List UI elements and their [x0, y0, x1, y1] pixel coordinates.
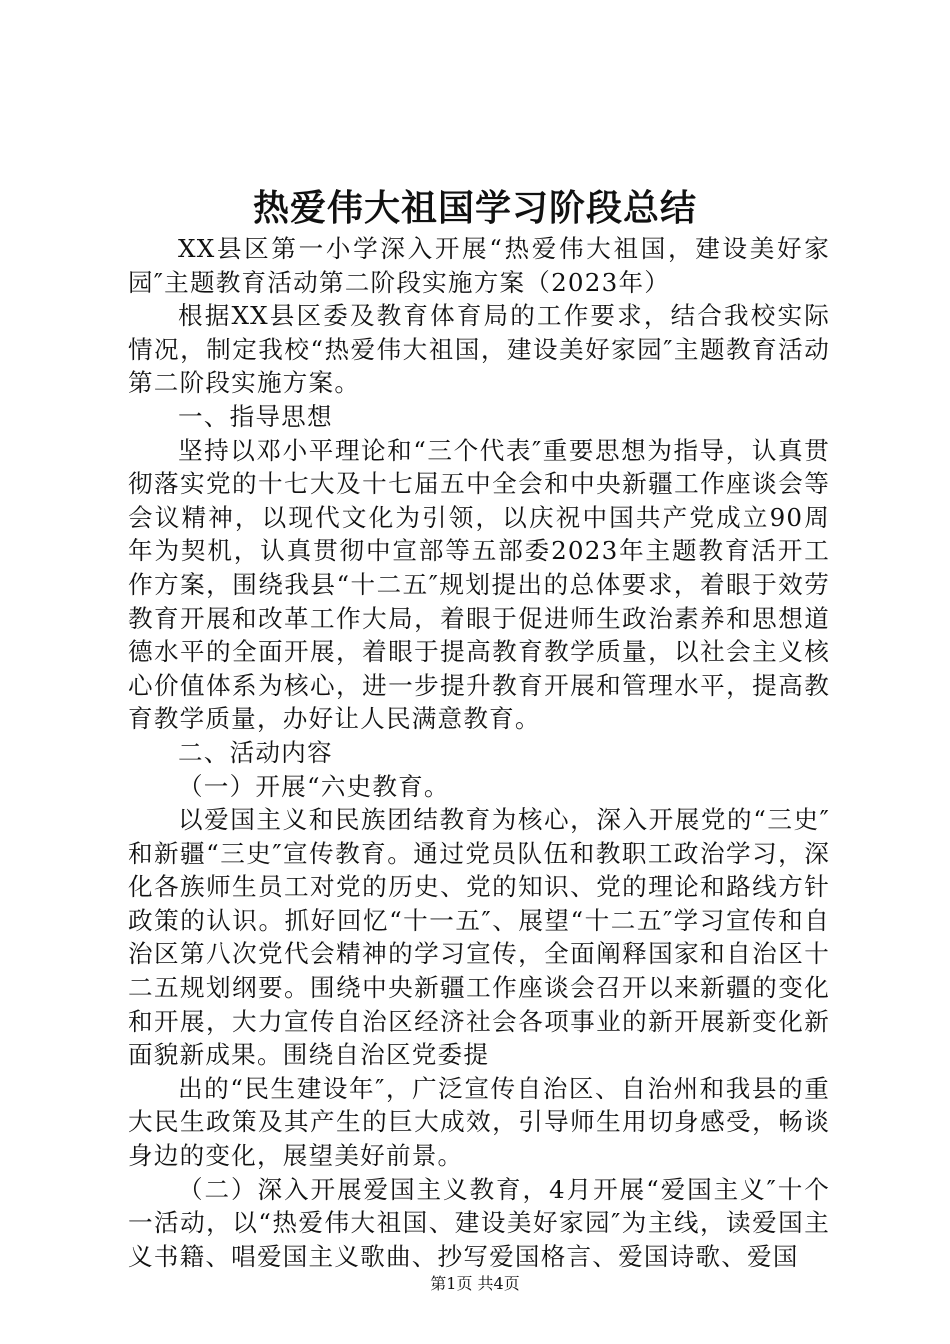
document-title: 热爱伟大祖国学习阶段总结 — [252, 187, 697, 229]
paragraph-patriotism: （二）深入开展爱国主义教育，4月开展“爱国主义″十个一活动，以“热爱伟大祖国、建设美好家园″为主线，读爱国主义书籍、唱爱国主义歌曲、抄写爱国格言、爱国诗歌、爱国 — [128, 1174, 830, 1271]
section-heading-guiding-thought: 一、指导思想 — [178, 401, 333, 431]
section-heading-activity-content: 二、活动内容 — [178, 737, 333, 767]
paragraph-plan-heading: XX县区第一小学深入开展“热爱伟大祖国，建设美好家园″主题教育活动第二阶段实施方案（2023年） — [128, 234, 830, 297]
paragraph-six-history: 以爱国主义和民族团结教育为核心，深入开展党的“三史″和新疆“三史″宣传教育。通过党员队伍和教职工政治学习，深化各族师生员工对党的历史、党的知识、党的理论和路线方针政策的认识。抓好回忆“十一五″、展望“十二五″学习宣传和自治区第八次党代会精神的学习宣传，全面阐释国家和自治区十二五规划纲要。围绕中央新疆工作座谈会召开以来新疆的变化和开展，大力宣传自治区经济社会各项事业的新开展新变化新面貌新成果。围绕自治区党委提 — [128, 805, 830, 1070]
subsection-heading-six-history: （一）开展“六史教育。 — [178, 771, 450, 801]
paragraph-livelihood: 出的“民生建设年″，广泛宣传自治区、自治州和我县的重大民生政策及其产生的巨大成效，引导师生用切身感受，畅谈身边的变化，展望美好前景。 — [128, 1073, 830, 1171]
paragraph-guiding-thought: 坚持以邓小平理论和“三个代表″重要思想为指导，认真贯彻落实党的十七大及十七届五中全会和中央新疆工作座谈会等会议精神，以现代文化为引领，以庆祝中国共产党成立90周年为契机，认真贯彻中宣部等五部委2023年主题教育活开工作方案，围绕我县“十二五″规划提出的总体要求，着眼于效劳教育开展和改革工作大局，着眼于促进师生政治素养和思想道德水平的全面开展，着眼于提高教育教学质量，以社会主义核心价值体系为核心，进一步提升教育开展和管理水平，提高教育教学质量，办好让人民满意教育。 — [128, 435, 830, 734]
document-body — [128, 232, 830, 1273]
page-footer: 第1页 共4页 — [430, 1274, 520, 1293]
paragraph-intro: 根据XX县区委及教育体育局的工作要求，结合我校实际情况，制定我校“热爱伟大祖国，建设美好家园″主题教育活动第二阶段实施方案。 — [128, 301, 830, 398]
